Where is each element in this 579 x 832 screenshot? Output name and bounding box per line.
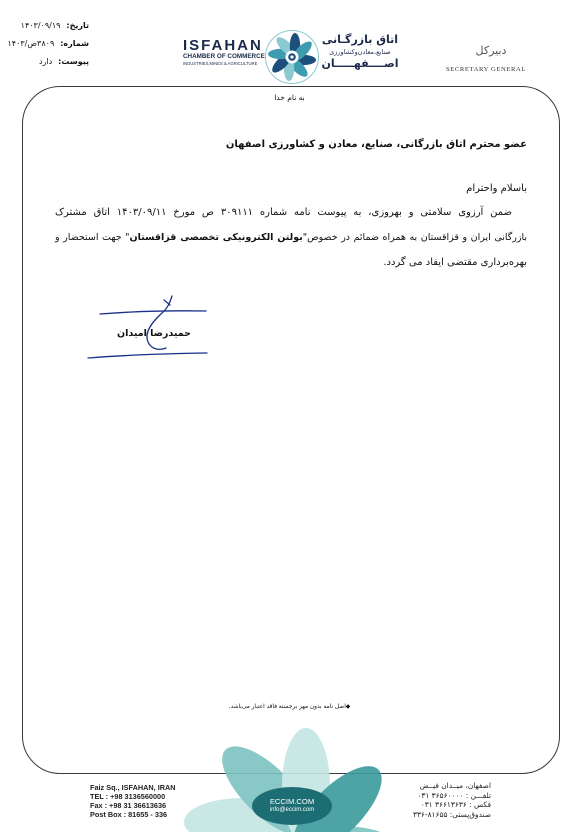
body-line-3: بهره‌برداری مقتضی ایفاد می گردد. bbox=[383, 257, 527, 268]
address-line-fa: اصفهان، میــدان فیــض bbox=[419, 781, 491, 790]
signature-stroke-top bbox=[100, 311, 206, 314]
chamber-emblem-icon bbox=[264, 29, 320, 85]
attachment-row bbox=[0, 53, 89, 71]
number-label: شماره: bbox=[60, 39, 89, 48]
logo-en-line1: CHAMBER OF COMMERCE bbox=[183, 53, 265, 60]
email-link[interactable]: info@eccim.com bbox=[269, 807, 315, 813]
fax-line: Fax : +98 31 36613636 bbox=[90, 801, 167, 810]
body-line-2-end: " جهت استحضار و bbox=[55, 232, 130, 243]
tel-line: TEL : +98 3136560000 bbox=[90, 792, 166, 801]
logo-en-name: ISFAHAN bbox=[183, 37, 263, 54]
address-line: Faiz Sq., ISFAHAN, IRAN bbox=[90, 783, 176, 792]
logo-english bbox=[183, 38, 269, 67]
website-link[interactable]: ECCIM.COM bbox=[269, 797, 315, 806]
bulletin-title: بولتن الکترونیکی تخصصی قزاقستان bbox=[129, 232, 303, 243]
greeting: باسلام واحترام bbox=[466, 183, 527, 194]
date-value: ۱۴۰۳/۰۹/۱۹ bbox=[20, 21, 61, 30]
footer-address-fa bbox=[391, 781, 491, 819]
emblem-core-dot bbox=[290, 55, 293, 58]
body-line-2 bbox=[55, 232, 527, 243]
logo-persian bbox=[318, 33, 402, 71]
footer-emblem-icon bbox=[170, 712, 414, 832]
attachment-label: پیوست: bbox=[58, 57, 89, 66]
body-line-2-text: بازرگانی ایران و قزاقستان به همراه ضمائم در خصوص" bbox=[302, 232, 528, 243]
invocation: به نام خدا bbox=[274, 93, 305, 102]
office-title-fa: دبیرکل bbox=[475, 44, 507, 57]
logo-fa-line3: اصــــفهـــــان bbox=[321, 57, 399, 70]
signature-stroke-bottom bbox=[88, 353, 207, 358]
body-line-1: ضمن آرزوی سلامتی و بهروزی، به پیوست نامه شماره ۳۰۹۱۱۱ ص مورخ ۱۴۰۳/۰۹/۱۱ اتاق مشترک bbox=[55, 207, 512, 218]
postbox-line: Post Box : 81655 - 336 bbox=[90, 810, 168, 819]
logo-en-line2: INDUSTRIES,MINES & AGRICULTURE bbox=[183, 61, 258, 66]
date-row bbox=[0, 17, 89, 35]
validity-notice: ◆اصل نامه بدون مهر برجسته فاقد اعتبار می‌باشد. bbox=[228, 704, 351, 710]
recipient: عضو محترم اتاق بازرگانی، صنایع، معادن و کشاورزی اصفهان bbox=[225, 139, 527, 150]
number-row bbox=[0, 35, 89, 53]
office-title-en: SECRETARY GENERAL bbox=[446, 66, 526, 73]
number-value: ۳۸۰۹ص/۱۴۰۳ bbox=[7, 39, 55, 48]
logo-fa-line1: اتاق بازرگـانی bbox=[321, 33, 399, 46]
signatory-name: حمیدرضا امیدان bbox=[117, 328, 191, 339]
postbox-line-fa: صندوق‌پستی: ۸۱۶۵۵-۳۳۶ bbox=[412, 809, 491, 819]
letter-meta bbox=[0, 17, 89, 71]
footer-address-en bbox=[90, 783, 176, 819]
attachment-value: دارد bbox=[38, 57, 53, 66]
tel-line-fa: تلفـــن : ۳۶۵۶۰۰۰۰ ۰۳۱ bbox=[417, 790, 491, 800]
fax-line-fa: فکس : ۳۶۶۱۳۶۳۶ ۰۳۱ bbox=[420, 800, 491, 809]
footer-web bbox=[250, 797, 334, 814]
date-label: تاریخ: bbox=[66, 21, 89, 30]
logo-fa-line2: صنایع،معادن‌وکشاورزی bbox=[329, 48, 391, 56]
